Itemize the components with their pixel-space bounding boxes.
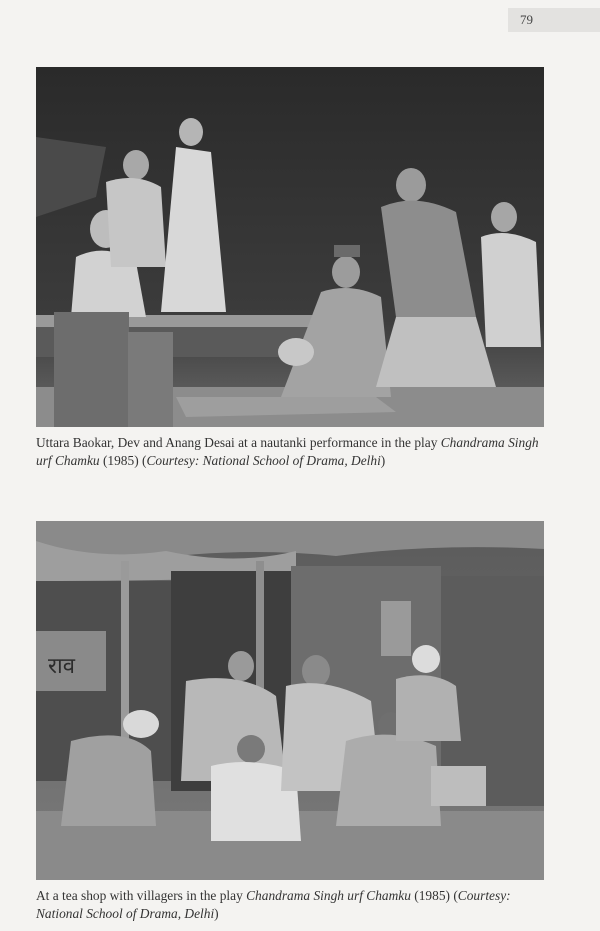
figure-1-caption — [36, 434, 556, 470]
caption-courtesy: Courtesy: National School of Drama, Delhi — [36, 888, 511, 921]
photo-tea-shop — [36, 521, 544, 880]
caption-text: ) — [214, 906, 219, 921]
caption-play-title: Chandrama Singh urf Chamku — [246, 888, 411, 903]
page-number-box — [508, 8, 600, 32]
caption-text: (1985) ( — [410, 888, 458, 903]
figure-2-caption — [36, 887, 556, 923]
caption-text: At a tea shop with villagers in the play — [36, 888, 247, 903]
caption-text: (1985) ( — [99, 453, 147, 468]
caption-courtesy: Courtesy: National School of Drama, Delhi — [146, 453, 381, 468]
photo-nautanki-illustration — [36, 67, 544, 427]
photo-nautanki-performance — [36, 67, 544, 427]
page-number: 79 — [520, 12, 533, 27]
caption-play-title: Chandrama Singh urf Chamku — [36, 435, 539, 468]
caption-text: ) — [380, 453, 386, 468]
photo-tea-shop-illustration — [36, 521, 544, 880]
caption-text: Uttara Baokar, Dev and Anang Desai at a nautanki performance in the play — [36, 435, 441, 450]
shop-sign-text: राव — [48, 654, 75, 679]
